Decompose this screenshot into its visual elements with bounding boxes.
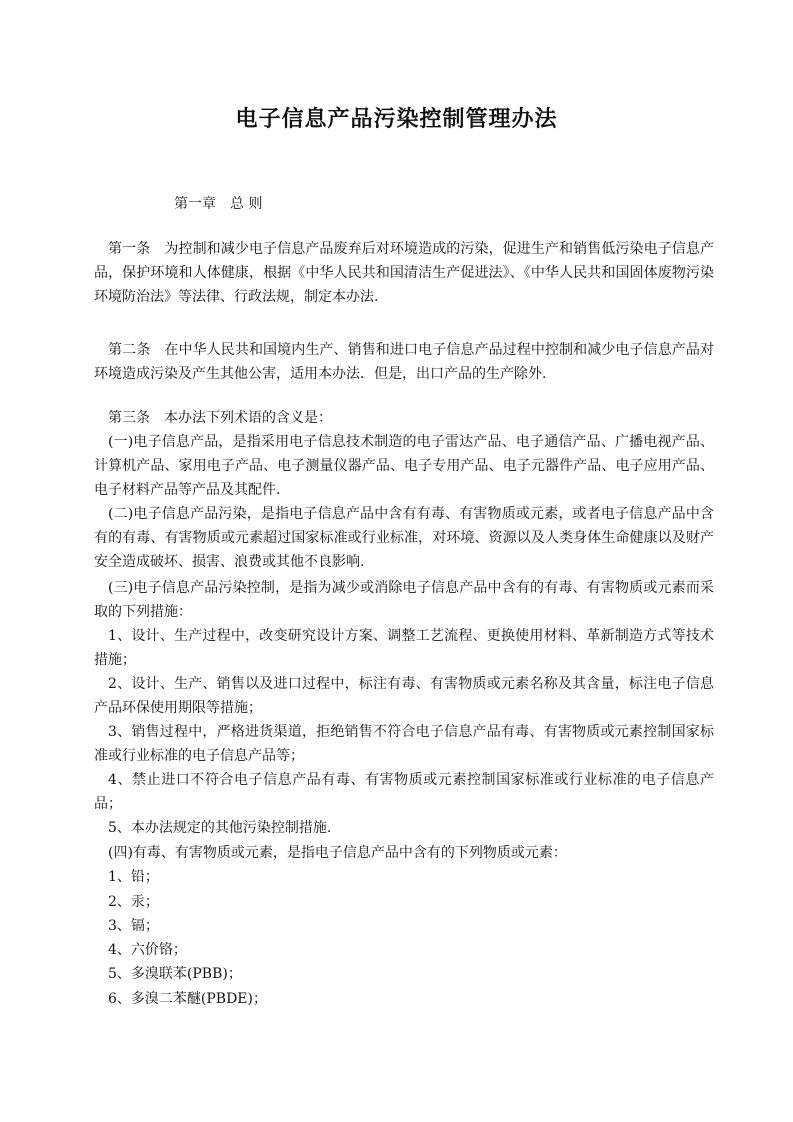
definition-item-2: (二)电子信息产品污染，是指电子信息产品中含有有毒、有害物质或元素，或者电子信息产品中含有的有毒、有害物质或元素超过国家标准或行业标准，对环境、资源以及人类身体生命健康以及财产安全造成破坏、损害、浪费或其他不良影响. — [94, 506, 714, 570]
measure-item-1: 1、设计、生产过程中，改变研究设计方案、调整工艺流程、更换使用材料、革新制造方式等技术措施； — [94, 628, 714, 668]
measure-item-3: 3、销售过程中，严格进货渠道，拒绝销售不符合电子信息产品有毒、有害物质或元素控制国家标准或行业标准的电子信息产品等； — [94, 724, 714, 764]
material-item: 1、铅； — [108, 869, 159, 885]
document-title: 电子信息产品污染控制管理办法 — [235, 107, 558, 132]
article-2: 第二条 在中华人民共和国境内生产、销售和进口电子信息产品过程中控制和减少电子信息产品对环境造成污染及产生其他公害，适用本办法．但是，出口产品的生产除外. — [94, 342, 714, 382]
measure-item-2: 2、设计、生产、销售以及进口过程中，标注有毒、有害物质或元素名称及其含量，标注电子信息产品环保使用期限等措施； — [94, 676, 714, 716]
measure-item-5: 5、本办法规定的其他污染控制措施. — [108, 820, 332, 836]
material-item: 5、多溴联苯(PBB)； — [108, 966, 242, 982]
definition-item-3: (三)电子信息产品污染控制，是指为减少或消除电子信息产品中含有的有毒、有害物质或元素而采取的下列措施： — [94, 580, 714, 620]
material-item: 4、六价铬； — [108, 942, 187, 958]
material-item: 2、汞； — [108, 894, 159, 910]
chapter-heading: 第一章 总 则 — [174, 196, 263, 212]
article-1: 第一条 为控制和减少电子信息产品废弃后对环境造成的污染，促进生产和销售低污染电子信息产品，保护环境和人体健康，根据《中华人民共和国清洁生产促进法》、《中华人民共和国固体废物污染环境防治法》等法律、行政法规，制定本办法. — [94, 241, 714, 305]
measure-item-4: 4、禁止进口不符合电子信息产品有毒、有害物质或元素控制国家标准或行业标准的电子信息产品； — [94, 772, 714, 812]
article-3: 第三条 本办法下列术语的含义是： — [108, 410, 332, 426]
material-item: 3、镉； — [108, 918, 159, 934]
material-item: 6、多溴二苯醚(PBDE)； — [108, 991, 267, 1007]
definition-item-1: (一)电子信息产品，是指采用电子信息技术制造的电子雷达产品、电子通信产品、广播电视产品、计算机产品、家用电子产品、电子测量仪器产品、电子专用产品、电子元器件产品、电子应用产品、电子材料产品等产品及其配件. — [94, 434, 714, 498]
definition-item-4: (四)有毒、有害物质或元素，是指电子信息产品中含有的下列物质或元素： — [108, 845, 567, 861]
